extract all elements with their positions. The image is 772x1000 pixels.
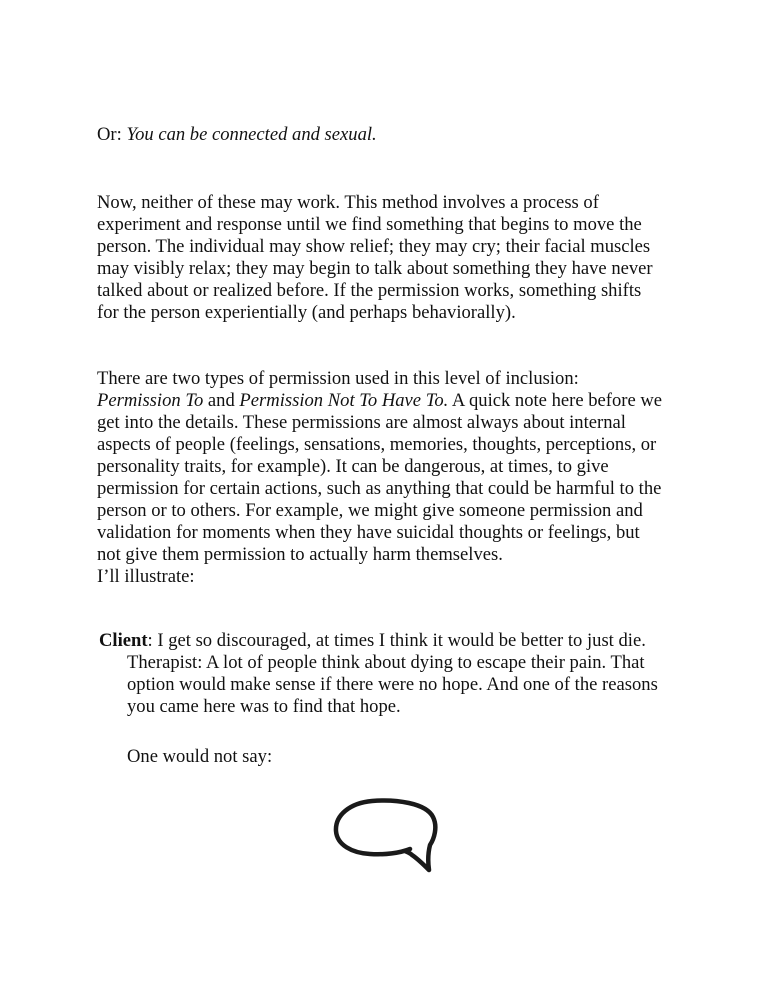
paragraph-line: not give them permission to actually harm themselves. — [97, 544, 503, 565]
or-prefix: Or: — [97, 124, 127, 145]
paragraph-experiment — [97, 192, 653, 324]
paragraph-line: validation for moments when they have suicidal thoughts or feelings, but — [97, 522, 640, 543]
term-permission-to: Permission To — [97, 390, 204, 411]
therapist-line: you came here was to find that hope. — [127, 696, 401, 717]
connector-text: A quick note here before we — [448, 390, 663, 411]
client-line — [99, 630, 646, 652]
paragraph-line: I’ll illustrate: — [97, 566, 195, 587]
client-text: : I get so discouraged, at times I think it would be better to just die. — [147, 630, 646, 651]
paragraph-permission-types — [97, 368, 662, 588]
speech-bubble-icon — [330, 793, 442, 877]
paragraph-line: permission for certain actions, such as anything that could be harmful to the — [97, 478, 662, 499]
closing-line: One would not say: — [127, 746, 273, 767]
or-italic-text: You can be connected and sexual. — [126, 124, 377, 145]
paragraph-line: talked about or realized before. If the permission works, something shifts — [97, 280, 642, 301]
paragraph-line: There are two types of permission used in this level of inclusion: — [97, 368, 579, 389]
dialogue-client — [99, 630, 646, 652]
paragraph-line: person or to others. For example, we might give someone permission and — [97, 500, 643, 521]
dialogue-therapist — [127, 652, 658, 718]
paragraph-line: Now, neither of these may work. This method involves a process of — [97, 192, 599, 213]
paragraph-line: aspects of people (feelings, sensations, memories, thoughts, perceptions, or — [97, 434, 657, 455]
paragraph-line: for the person experientially (and perhaps behaviorally). — [97, 302, 516, 323]
therapist-line: option would make sense if there were no hope. And one of the reasons — [127, 674, 658, 695]
paragraph-line-mixed — [97, 390, 662, 412]
paragraph-line: experiment and response until we find something that begins to move the — [97, 214, 642, 235]
therapist-line: Therapist: A lot of people think about dying to escape their pain. That — [127, 652, 645, 673]
paragraph-line: get into the details. These permissions are almost always about internal — [97, 412, 626, 433]
term-permission-not-to-have-to: Permission Not To Have To. — [239, 390, 449, 411]
paragraph-line: personality traits, for example). It can be dangerous, at times, to give — [97, 456, 609, 477]
connector-text: and — [203, 390, 240, 411]
or-line — [97, 124, 377, 146]
paragraph-line: person. The individual may show relief; they may cry; their facial muscles — [97, 236, 651, 257]
client-label: Client — [99, 630, 148, 651]
paragraph-line: may visibly relax; they may begin to talk about something they have never — [97, 258, 653, 279]
